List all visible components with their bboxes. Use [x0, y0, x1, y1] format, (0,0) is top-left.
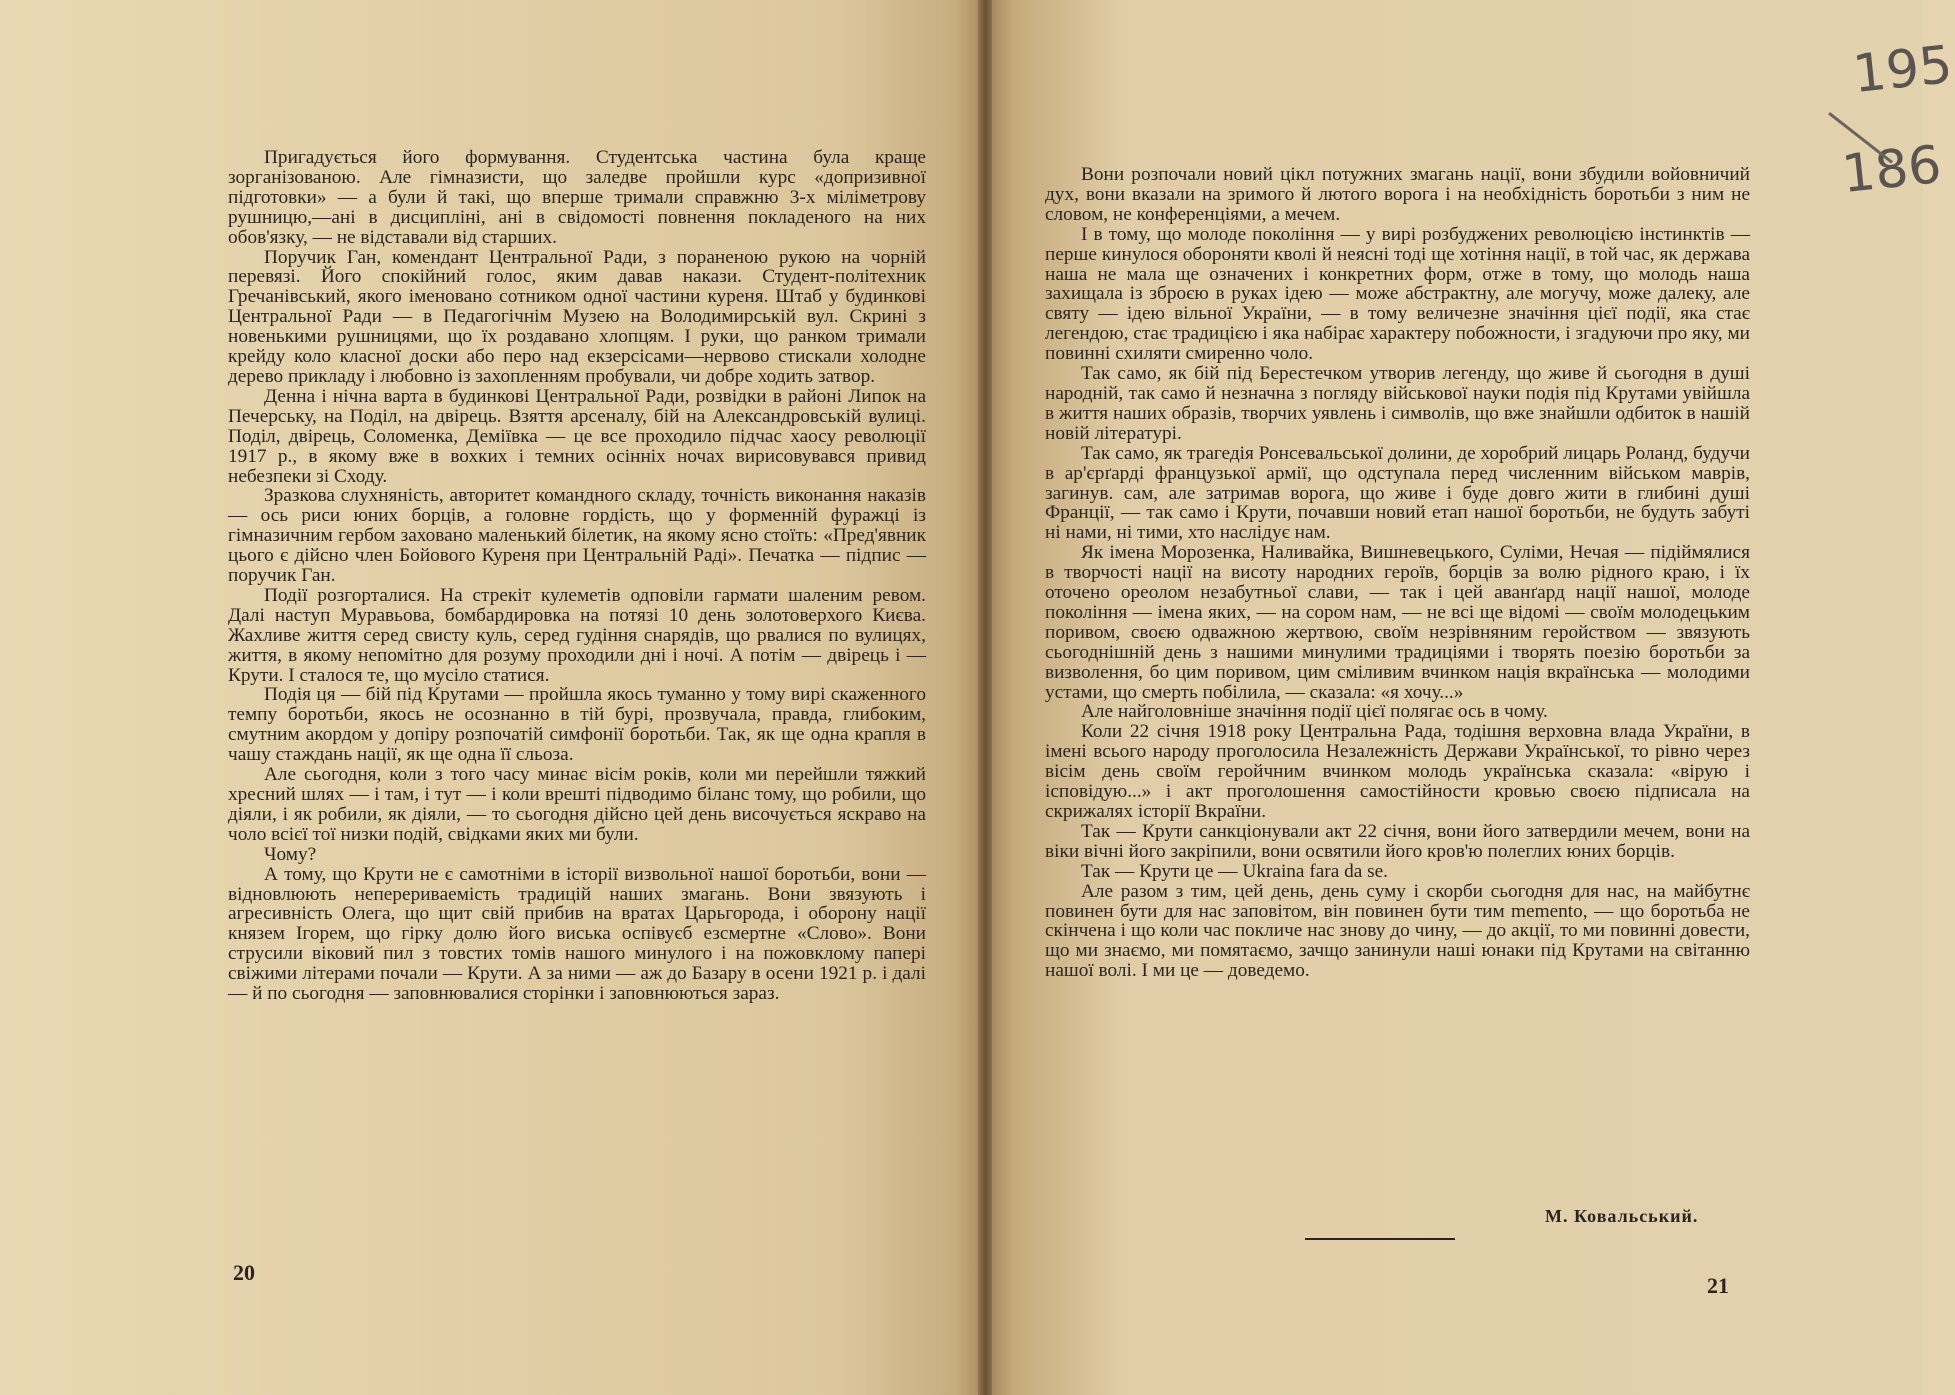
paragraph: Але сьогодня, коли з того часу минає вісім років, коли ми перейшли тяжкий хресний шлях — і там, і тут — і коли врешті підводимо біланс тому, що робили, що діяли, і як робили, як діяли, — то сьогодня дійсно цей день височується яскраво на чоло всієї тої низки подій, свідками яких ми були. [228, 764, 926, 845]
right-page-text [1045, 165, 1750, 981]
page-number-left: 20 [233, 1260, 255, 1285]
paragraph: Коли 22 січня 1918 року Центральна Рада, тодішня верховна влада України, в імені всього народу проголосила Незалежність Держави Української, то рівно через вісім день своїм геройчним вчинком молодь українська сказала: «вірую і ісповідую...» і акт проголошення самостійности кровью своєю підписала на скрижалях історії Вкраїни. [1045, 721, 1750, 822]
handwritten-number: 186 [1839, 134, 1945, 206]
paragraph: Чому? [264, 843, 317, 865]
author-signature: М. Ковальський. [1545, 1206, 1699, 1226]
paragraph: А тому, що Крути не є самотніми в історії визвольної нашої боротьби, вони — відновлюють непереривaемість традицій наших змагань. Вони звязують і агресивність Олега, що щит свій прибив на вратах Царьгорода, і оборону нації князем Ігорем, що гірку долю його виська оспівуєб езсмертне «Слово». Вони струсили віковий пил з товстих томів нашого минулого і на пожовклому папері свіжими літерами почали — Крути. А за ними — аж до Базару в осени 1921 р. і далі — й по сьогодня — заповнювалися сторінки і заповнюються зараз. [228, 863, 926, 1005]
paragraph: Вони розпочали новий цікл потужних змагань нації, вони збудили войовничий дух, вони вказали на зримого й лютого ворога і на необхідність боротьби з ним не словом, не конференціями, а мечем. [1045, 164, 1750, 225]
left-page-text [228, 148, 926, 1004]
paragraph: Але разом з тим, цей день, день суму і скорби сьогодня для нас, на майбутнє повинен бути для нас заповітом, він повинен бути тим memento, — що боротьба не скінчена і що коли час покличе нас знову до чину, — до акції, то ми повинні довести, що ми знаємо, ми помятаємо, зачщо занинули наші юнаки під Крутами на світанню нашої волі. І ми це — доведемо. [1045, 880, 1750, 982]
paragraph: Так само, як трагедія Ронсевальської долини, де хоробрий лицарь Роланд, будучи в ар'єрґарді французької армії, що одступала перед численним військом маврів, загинув. сам, але затримав ворога, що живе і буде довго жити в глибині душі Франції, — так само і Крути, почавши новий етап нашої боротьби, не будуть забуті ні нами, ні тими, хто наслідує нам. [1045, 442, 1750, 544]
paragraph: Денна і нічна варта в будинкові Центральної Ради, розвідки в районі Липок на Печерську, на Поділ, на двірець. Взяття арсеналу, бій на Александровській вулиці. Поділ, двірець, Соломенка, Деміївка — це все проходило підчас хаосу революції 1917 р., в якому вже в вохких і темних осінніх ночах вирисовувався привид небезпеки зі Сходу. [228, 385, 926, 487]
divider-rule [1305, 1238, 1455, 1240]
paragraph: Поручик Ган, комендант Центральної Ради, з пораненою рукою на чорній перевязі. Його спокійний голос, яким давав накази. Студент-політехник Гречанівський, якого іменовано сотником одної частини куреня. Штаб у будинкові Центральної Ради — в Педагогічнім Музею на Володимирській вул. Скрині з новенькими рушницями, що їх роздавано хлопцям. І руки, що ранком тримали крейду коло класної доски або перо над екзерсісами—нервово стискали холодне дерево прикладу і любовно із захопленням пробували, чи добре ходить затвор. [228, 246, 926, 387]
paragraph: Пригадується його формування. Студентська частина була краще зорганізованою. Але гімназисти, що заледве пройшли курс «допризивної підготовки» — а були й такі, що вперше тримали справжню 3-х міліметрову рушницю,—ані в дисципліні, ані в свідомості повнення покладеного на них обов'язку, — не відставали від старших. [228, 147, 926, 248]
book-gutter [978, 0, 992, 1395]
page-number-right: 21 [1707, 1273, 1729, 1298]
handwritten-number: 195 [1850, 34, 1955, 106]
paragraph: Так — Крути це — Ukraina fara da se. [1081, 860, 1388, 882]
paragraph: Подія ця — бій під Крутами — пройшла якось туманно у тому вирі скаженного темпу боротьби, якось не осознанно в тій бурі, прозвучала, правда, глибоким, смутним акордом у допіру розпочатій симфонії боротьби. Так, як ще одна крапля в чашу стаждань нації, як ще одна її сльоза. [228, 684, 926, 766]
paragraph: Події розгорталися. На стрекіт кулеметів одповіли гармати шаленим ревом. Далі наступ Муравьова, бомбардировка на потязі 10 день золотоверхого Києва. Жахливе життя серед свисту куль, серед гудіння снарядів, що рвалися по вулицях, життя, в якому непомітно для розуму проходили дні і ночі. А потім — двірець і — Крути. І сталося те, що мусіло статися. [228, 584, 926, 686]
paragraph: І в тому, що молоде покоління — у вирі розбуджених революцією інстинктів — перше кинулося обороняти кволі й неясні тоді ще хотіння нації, в той час, як держава наша не мала ще означених і конкретних форм, отже в тому, що молодь наша захищала із зброєю в руках ідею — може абстрактну, але могучу, може далеку, але святу — ідею вільної України, — в тому величезне значіння цієї події, яка стає легендою, стає традицією і яка набірає характеру побожности, і згадуючи про яку, ми повинні схиляти смиренно чоло. [1045, 223, 1750, 365]
paragraph: Зразкова слухняність, авторитет командного складу, точність виконання наказів — ось риси юних борців, а головне гордість, що у форменній фуражці із гімназичним гербом заховано маленький білетик, на якому ясно стоїть: «Пред'явник цього є дійсно член Бойового Куреня при Центральній Раді». Печатка — підпис — поручик Ган. [228, 485, 926, 587]
paragraph: Як імена Морозенка, Наливайка, Вишневецького, Суліми, Нечая — підіймялися в творчості нації на висоту народних героїв, борців за волю рідного краю, і їх оточено ореолом незабутньої слави, — так і цей аванґард нації нашої, молоде покоління — імена яких, — на сором нам, — не всі ще відомі — своїм молодецьким поривом, своєю одважною жертвою, своїм незрівняним геройством — звязують сьогоднішній день з нашими минулими традиціями і творять поезію боротьби за визволення, бо цим поривом, цим сміливим вчинком нація вкраїнська — молодими устами, що смерть побілила, — сказала: «я хочу...» [1045, 542, 1750, 703]
paragraph: Так — Крути санкціонували акт 22 січня, вони його затвердили мечем, вони на віки вічні його закріпили, вони освятили його кров'ю полеглих юних борців. [1045, 820, 1750, 862]
paragraph: Але найголовніше значіння події цієї полягає ось в чому. [1081, 701, 1548, 723]
paragraph: Так само, як бій під Берестечком утворив легенду, що живе й сьогодня в душі народній, так само й незначна з погляду військової науки подія під Крутами увійшла в життя наших образів, творчих уявлень і символів, що вже знайшли одбиток в нашій новій літературі. [1045, 363, 1750, 444]
